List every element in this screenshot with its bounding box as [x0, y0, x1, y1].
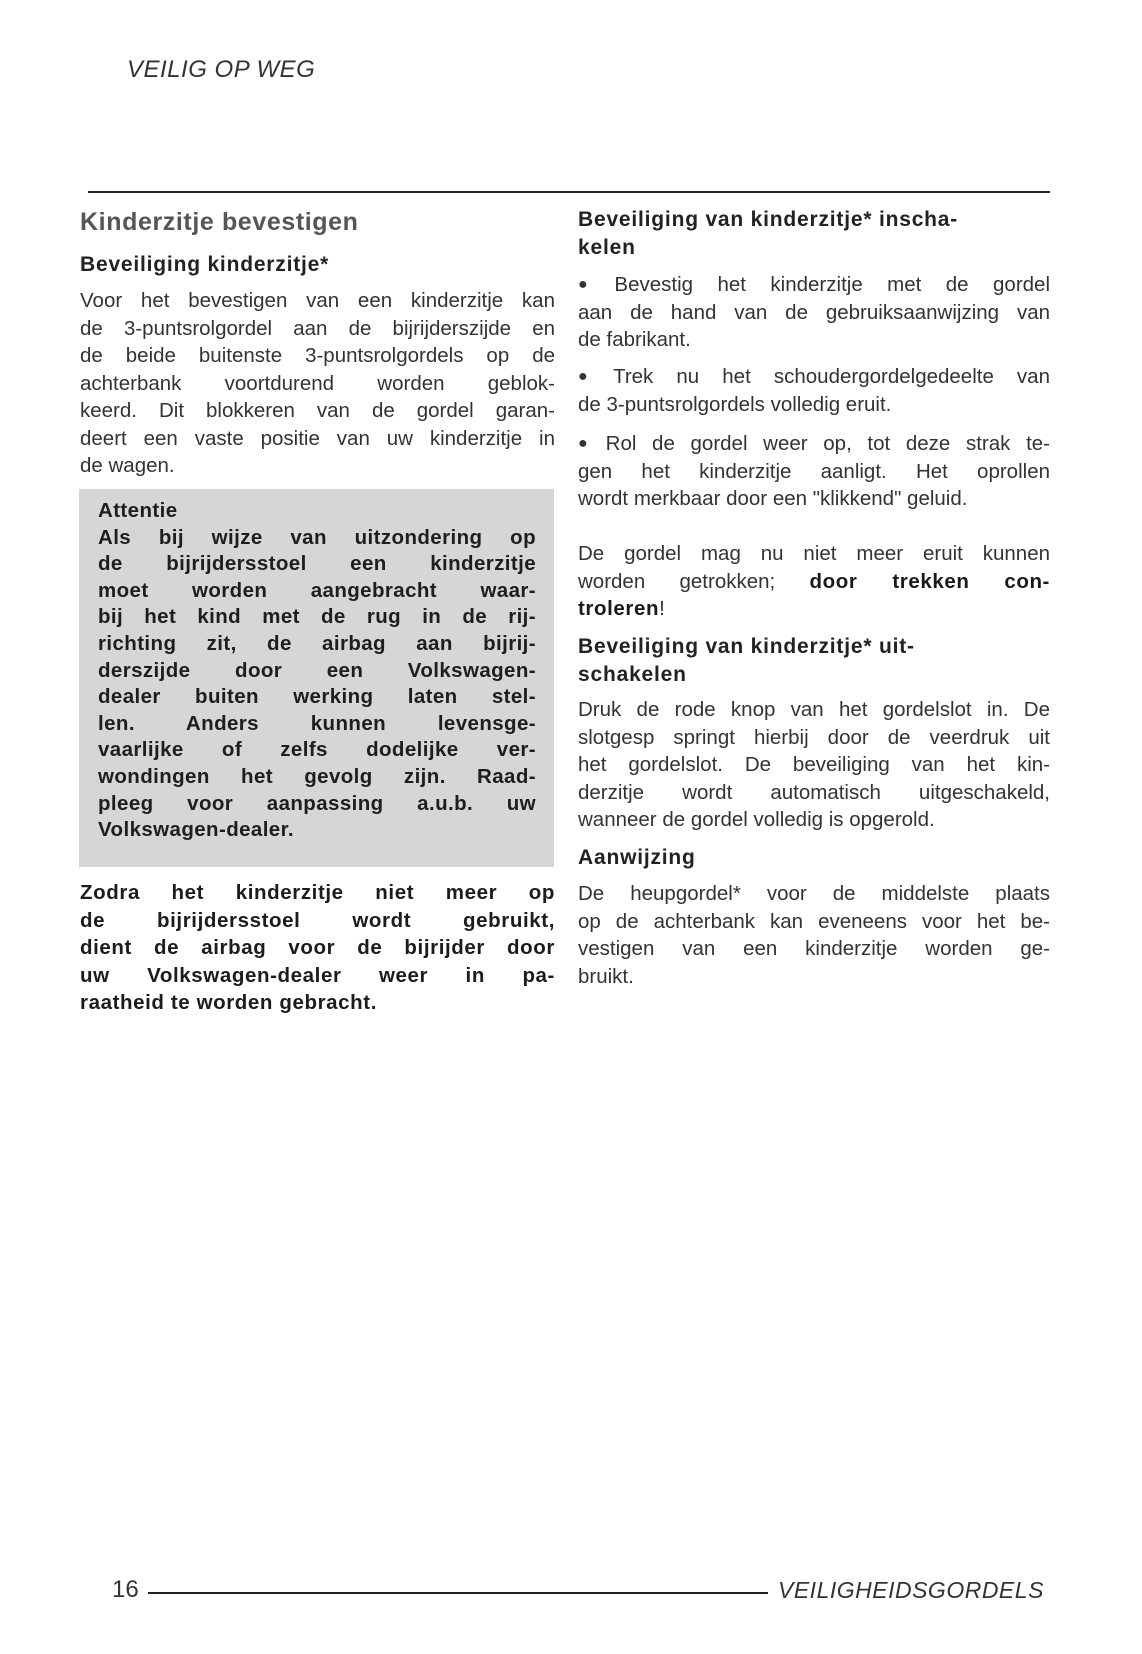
section-title: Kinderzitje bevestigen: [80, 208, 359, 236]
text-line: slotgesp springt hierbij door de veerdruk uit: [578, 725, 1050, 749]
note-paragraph: [578, 880, 1050, 990]
text-line: de fabrikant.: [578, 328, 691, 351]
text-line: op de achterbank kan eveneens voor het be-: [578, 909, 1050, 933]
bullet-2: [578, 363, 1050, 418]
disable-heading: [578, 633, 1050, 688]
bullet-icon: ●: [578, 435, 598, 452]
subheading: Beveiliging kinderzitje*: [80, 253, 330, 276]
attention-title: Attentie: [98, 499, 178, 522]
text-segment: De gordel mag nu niet meer eruit kunnen: [578, 542, 1050, 565]
closing-paragraph: [80, 879, 555, 1017]
text-line: Zodra het kinderzitje niet meer op: [80, 881, 555, 904]
disable-paragraph: [578, 696, 1050, 834]
text-line: vaarlijke of zelfs dodelijke ver-: [98, 738, 536, 762]
text-line: derszijde door een Volkswagen-: [98, 658, 536, 682]
text-line: Als bij wijze van uitzondering op: [98, 525, 536, 549]
text-line: achterbank voortdurend worden geblok-: [80, 371, 555, 395]
text-line: uw Volkswagen-dealer weer in pa-: [80, 963, 555, 987]
text-line: Voor het bevestigen van een kinderzitje kan: [80, 289, 555, 312]
text-line: raatheid te worden gebracht.: [80, 991, 378, 1014]
bold-text: door trekken con-: [809, 569, 1050, 593]
running-header: VEILIG OP WEG: [127, 56, 316, 83]
check-paragraph: [578, 540, 1050, 623]
text-line: wordt merkbaar door een "klikkend" geluid.: [578, 487, 968, 510]
text-line: ● Trek nu het schoudergordelgedeelte van: [578, 365, 1050, 388]
text-line: aan de hand van de gebruiksaanwijzing van: [578, 300, 1050, 324]
attention-text: [98, 498, 536, 844]
bullet-icon: ●: [578, 276, 607, 293]
text-line: len. Anders kunnen levensge-: [98, 711, 536, 735]
note-heading: Aanwijzing: [578, 846, 696, 869]
text-line: moet worden aangebracht waar-: [98, 578, 536, 602]
text-line: de bijrijdersstoel een kinderzitje: [98, 552, 536, 576]
heading-line: Beveiliging van kinderzitje* inscha-: [578, 208, 959, 231]
intro-paragraph: [80, 287, 555, 480]
heading-line: Beveiliging van kinderzitje* uit-: [578, 635, 915, 658]
text-line: wondingen het gevolg zijn. Raad-: [98, 764, 536, 788]
heading-line: schakelen: [578, 662, 687, 686]
bullet-icon: ●: [578, 368, 606, 385]
footer-section-name: VEILIGHEIDSGORDELS: [778, 1577, 1044, 1603]
text-line: dient de airbag voor de bijrijder door: [80, 936, 555, 959]
text-line: gen het kinderzitje aanligt. Het oprollen: [578, 459, 1050, 483]
top-rule: [88, 191, 1050, 193]
text-line: ● Bevestig het kinderzitje met de gordel: [578, 273, 1050, 296]
text-line: derzitje wordt automatisch uitgeschakeld,: [578, 780, 1050, 804]
text-segment: !: [659, 597, 665, 620]
text-line: de wagen.: [80, 454, 175, 477]
text-line: de 3-puntsrolgordels volledig eruit.: [578, 392, 892, 416]
heading-line: kelen: [578, 235, 636, 259]
text-segment: worden getrokken;: [578, 569, 810, 593]
text-line: de 3-puntsrolgordel aan de bijrijderszijde en: [80, 316, 555, 340]
text-line: het gordelslot. De beveiliging van het kin-: [578, 753, 1050, 776]
text-line: [578, 595, 1050, 623]
text-line: bruikt.: [578, 964, 634, 988]
text-line: Druk de rode knop van het gordelslot in. De: [578, 698, 1050, 721]
text-line: bij het kind met de rug in de rij-: [98, 605, 536, 629]
footer-rule: [148, 1592, 768, 1594]
bullet-1: [578, 271, 1050, 354]
text-line: deert een vaste positie van uw kinderzitje in: [80, 426, 555, 450]
text-line: vestigen van een kinderzitje worden ge-: [578, 937, 1050, 960]
text-line: keerd. Dit blokkeren van de gordel garan-: [80, 399, 555, 422]
attention-body: [98, 525, 536, 844]
text-line: pleeg voor aanpassing a.u.b. uw: [98, 791, 536, 815]
text-line: ● Rol de gordel weer op, tot deze strak te-: [578, 432, 1050, 455]
text-line: dealer buiten werking laten stel-: [98, 685, 536, 709]
bold-text: troleren: [578, 597, 660, 620]
text-line: de beide buitenste 3-puntsrolgordels op de: [80, 344, 555, 367]
enable-heading: [578, 206, 1050, 261]
bullet-3: [578, 430, 1050, 513]
text-line: wanneer de gordel volledig is opgerold.: [578, 808, 935, 831]
page-number: 16: [112, 1576, 139, 1603]
text-line: [578, 568, 1050, 596]
text-line: De heupgordel* voor de middelste plaats: [578, 882, 1050, 905]
text-line: richting zit, de airbag aan bijrij-: [98, 631, 536, 655]
text-line: Volkswagen-dealer.: [98, 818, 294, 842]
text-line: [578, 540, 1050, 568]
text-line: de bijrijdersstoel wordt gebruikt,: [80, 908, 555, 932]
